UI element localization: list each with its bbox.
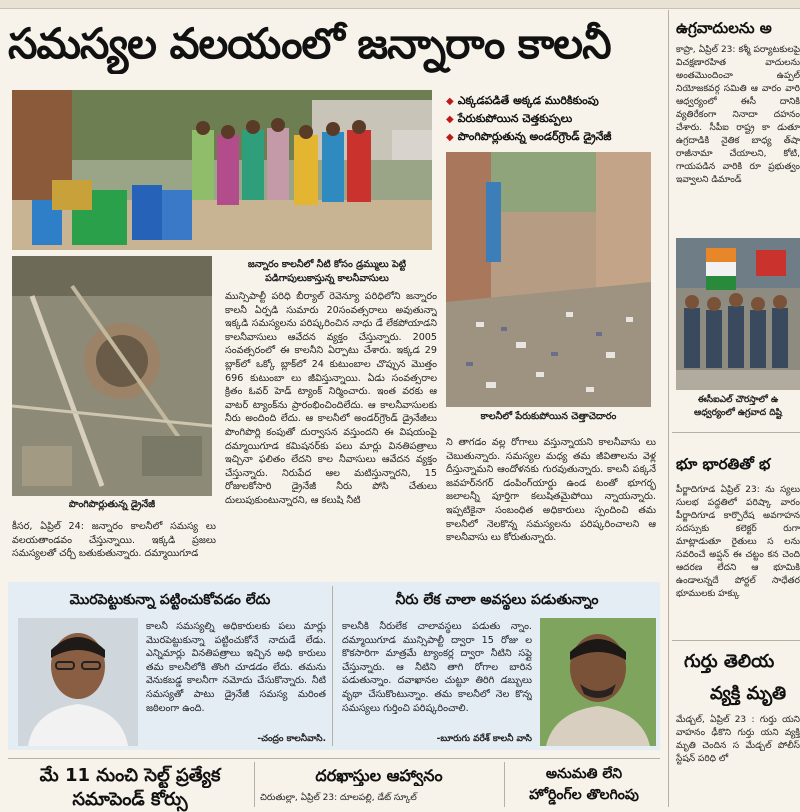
quote-box-right-title: నీరు లేక చాలా అవస్థలు పడుతున్నాం xyxy=(395,592,599,608)
quote-box-right-signature: -బూరుగు వరేశ్ కాలనీ వాసి xyxy=(436,734,532,744)
key-point: ◆ పొంగిపొర్లుతున్న అండర్‌గ్రౌండ్ డ్రైనేజీ xyxy=(446,130,612,143)
garbage-alley-photo xyxy=(446,152,651,407)
page-title: సమస్యల వలయంలో జన్నారాం కాలనీ xyxy=(8,19,611,68)
bottom-divider-2 xyxy=(504,762,505,807)
side-story-2-headline: భూ భారతితో భ xyxy=(676,455,771,473)
story-column-2: మున్సిపాల్టీ పరిధి బీర్యాల్ రెవెన్యూ పరిధిలోని జన్నారం కాలనీ ఏర్పడి సుమారు 20సంవత్సరాలు అవుతున్నా ఇక్కడి సమస్యలను పరిష్కరించిన నాధు డే లేకపోయాడని కాలనీవాసులు ఆవేదన వ్యక్తం చేస్తున్నారు. 2005 సంవత్సరంలో ఈ కాలనీని ఏర్పాటు చేశారు. ఇక్కడ 29 బ్లాక్‌లో ఒక్కో బ్లాక్‌లో 24 కుటుంబాల చొప్పున మొత్తం 696 కుటుంబా లు జీవిస్తున్నాయి. ఏడు సంవత్సరాల క్రితం ఓవర్ హెడ్ ట్యాంక్ నిర్మించారు. ఇంత వరకు ఆ వాటర్ ట్యాంక్‌ను ప్రారంభించిందిలేదు. ఆ కాలనీవాసులకు నీరు అందింది లేదు. ఆ కాలనీలో అండర్‌గ్రౌండ్ డ్రైనేజీలు పొంగిపొర్లి కంపుతో దుర్వాసన వస్తుందని ఈ విషయంపై దమ్మాయిగూడ కమిషనర్‌కు పలు మార్లు వినతిపత్రాలు ఇచ్చినా ఫలితం లేదని కాల నీవాసులు ఆవేదన వ్యక్తం చేస్తున్నారు. నిరుపేద ఆల మటిస్తున్నారని, 15 రోజులకోసారి డ్రైనేజీ నీరు పోసి చేతులు దులుపుకుంటున్నారని, ఆ కలుషి నీటి xyxy=(225,291,437,506)
side-story-3-headline-1: గుర్తు తెలియ xyxy=(684,651,775,672)
key-point: ◆ ఎక్కడపడితే అక్కడ మురికికుంపు xyxy=(446,94,599,107)
side-story-3-headline-2: వ్యక్తి మృతి xyxy=(710,683,787,704)
quote-box-divider xyxy=(332,586,333,746)
quote-box-left-title: మొరపెట్టుకున్నా పట్టించుకోవడం లేదు xyxy=(69,592,271,608)
key-points-list xyxy=(446,92,664,146)
side-story-1-text: కాప్రా, ఏప్రిల్ 23: కశ్మీ పర్యాటకులపై విచక్షణారహిత వాదులను అంతమొందించా ఉప్పల్ నియోజకవర్గ సమితి ఆ వారం వారి ఆధ్వర్యంలో ఈసీ దానికి వ్యతిరేకంగా నినాదా దహనం చేశారు. సీపీఐ రాష్ట్ర కా డుతూ ఉగ్రదాడికి నైతిక బాధ్య త్‌షా రాజీనామా చేయాలని, కోటి, గాయపడిన వారికి రూ ప్రభుత్వం ఇవ్వాలని డిమాండ్ xyxy=(676,45,800,185)
story-column-1: కీసర, ఏప్రిల్ 24: జన్నారం కాలనీలో సమస్య లు వలయతాండవం చేస్తున్నాయి. ఇక్కడి ప్రజలు సమస్యలతో చర్చీ బతుకుతున్నారు. దమ్మాయిగూడ xyxy=(12,521,216,560)
bottom-divider-1 xyxy=(254,762,255,807)
previous-page-strip xyxy=(0,0,800,9)
overflowing-drainage-photo xyxy=(12,256,212,496)
bottom-strip-divider xyxy=(8,758,660,759)
drainage-photo-caption: పొంగిపొర్లుతున్న డ్రైనేజీ xyxy=(68,499,156,510)
garbage-photo-caption: కాలనీలో పేరుకుపోయిన చెత్తాచెదారం xyxy=(480,411,617,422)
quote-box-left-text: కాలనీ సమస్యల్ని అధికారులకు పలు మార్లు మొరపెట్టుకున్నా పట్టించుకోనే నాదుడే లేడు. ఎన్నిమార్లు వినతిపత్రాలు ఇచ్చిన అధి కారులు తమ కాలనీలోకి తొంగి చూడడం లేదు. తమను వెనుకబడ్డ కాలనీగా నమోదు చేసుకొన్నారు. నీటి సమస్యతో పాటు డ్రైనేజీ సమస్య మరింత జఠిలంగా ఉంది. xyxy=(146,621,326,714)
side-story-2-text: పీర్జాదిగూడ ఏప్రిల్ 23: ను స్యలు సులభ పద్దతిలో పరిష్కా వారం పీర్జాదిగూడ కార్పొరేష అవగాహన సదస్సుకు కలెక్టర్ రుగా మాట్లాడుతూ రైతులు స లను సవరించే అప్షన్ ఈ చట్టం కన చెంది ఆదరణ లేదని ఆ భూమికి ఉండాలన్నదే పోర్టల్ సాధేతర భూములకు హక్కు xyxy=(676,485,800,599)
protest-photo xyxy=(676,238,800,390)
column-divider xyxy=(668,10,669,807)
bottom-middle-headline: దరఖాస్తుల ఆహ్వానం xyxy=(315,766,443,785)
resident-portrait-right xyxy=(540,618,656,746)
bottom-middle-text: చిరుతుల్లా, ఏప్రిల్ 23: దూలపల్లి, డేట్ స్కూల్ xyxy=(260,793,417,803)
side-divider-2 xyxy=(672,640,800,641)
quote-box-right-text: కాలనీకి నీరులేక చాలావస్థలు పడుతు న్నాం. దమ్మాయిగూడ మున్సిపాల్టీ ద్వారా 15 రోజు ల కొకసారిగా మాత్రమే ట్యాంకర్ల ద్వారా నీటిని సప్లై చేస్తున్నారు. ఆ నీటిని తాగి రోగాల బారిన పడుతున్నాం. దవాఖానల చుట్టూ తిరిగి డబ్బులు వృథా చేసుకొంటున్నాం. తమ కాలనీలో నెల కొన్న సమస్యలు గుర్తించి పరిష్కరించాలి. xyxy=(342,621,532,714)
resident-portrait-left xyxy=(18,618,138,746)
women-water-drums-photo xyxy=(12,90,432,250)
bottom-right-headline-2: హోర్డింగ్‌ల తొలగింపు xyxy=(529,787,639,803)
bottom-right-headline-1: అనుమతి లేని xyxy=(545,766,623,782)
side-story-3-text: మేడ్చల్, ఏప్రిల్ 23 : గుర్తు యని వాహనం ఢీకొని గుర్తు యని వ్యక్తి మృతి చెందిన స మేడ్చల్ పోలీస్ స్టేషన్ పరిధి లో xyxy=(676,715,800,764)
bottom-left-headline-1: మే 11 నుంచి సెల్ట్ ప్రత్యేక xyxy=(39,765,221,786)
key-point: ◆ పేరుకుపోయిన చెత్తకుప్పలు xyxy=(446,112,573,125)
quote-box-left-signature: -చంద్రం కాలనీవాసి. xyxy=(257,734,326,744)
protest-photo-caption: ఈసీఐఎల్ చౌరస్తాలో ఉ ఆధ్వర్యంలో ఉగ్రవాద దిష్టి xyxy=(694,395,782,418)
side-story-1-headline: ఉగ్రవాదులను అ xyxy=(676,19,772,37)
bottom-left-headline-2: సమాపెండ్ కోర్సు xyxy=(72,789,188,810)
side-divider-1 xyxy=(672,432,800,433)
story-column-3: ని తాగడం వల్ల రోగాలు వస్తున్నాయని కాలనీవాసు లు చెబుతున్నారు. సమస్యల మధ్య తమ జీవితాలను వెళ్ల దీస్తున్నామని ఆందోళనకు గురవుతున్నారు. కాలనీ పక్కనే జవహర్‌నగర్ డంపింగ్‌యార్డు ఉండ టంతో భూగర్భ జలాలన్నీ పూర్తిగా కలుషితమైపోయి న్నాయన్నారు. ఇప్పటికైనా సంబంధిత అధికారులు స్పందించి తమ కాలనీలో నెలకొన్న సమస్యలను పరిష్కరించాలని ఆ కాలనీవాసు లు కోరుతున్నారు. xyxy=(446,437,656,544)
women-photo-caption: జన్నారం కాలనీలో నీటి కోసం డ్రమ్ములు పెట్టి పడిగాపులుకాస్తున్న కాలనీవాసులు xyxy=(247,259,407,284)
